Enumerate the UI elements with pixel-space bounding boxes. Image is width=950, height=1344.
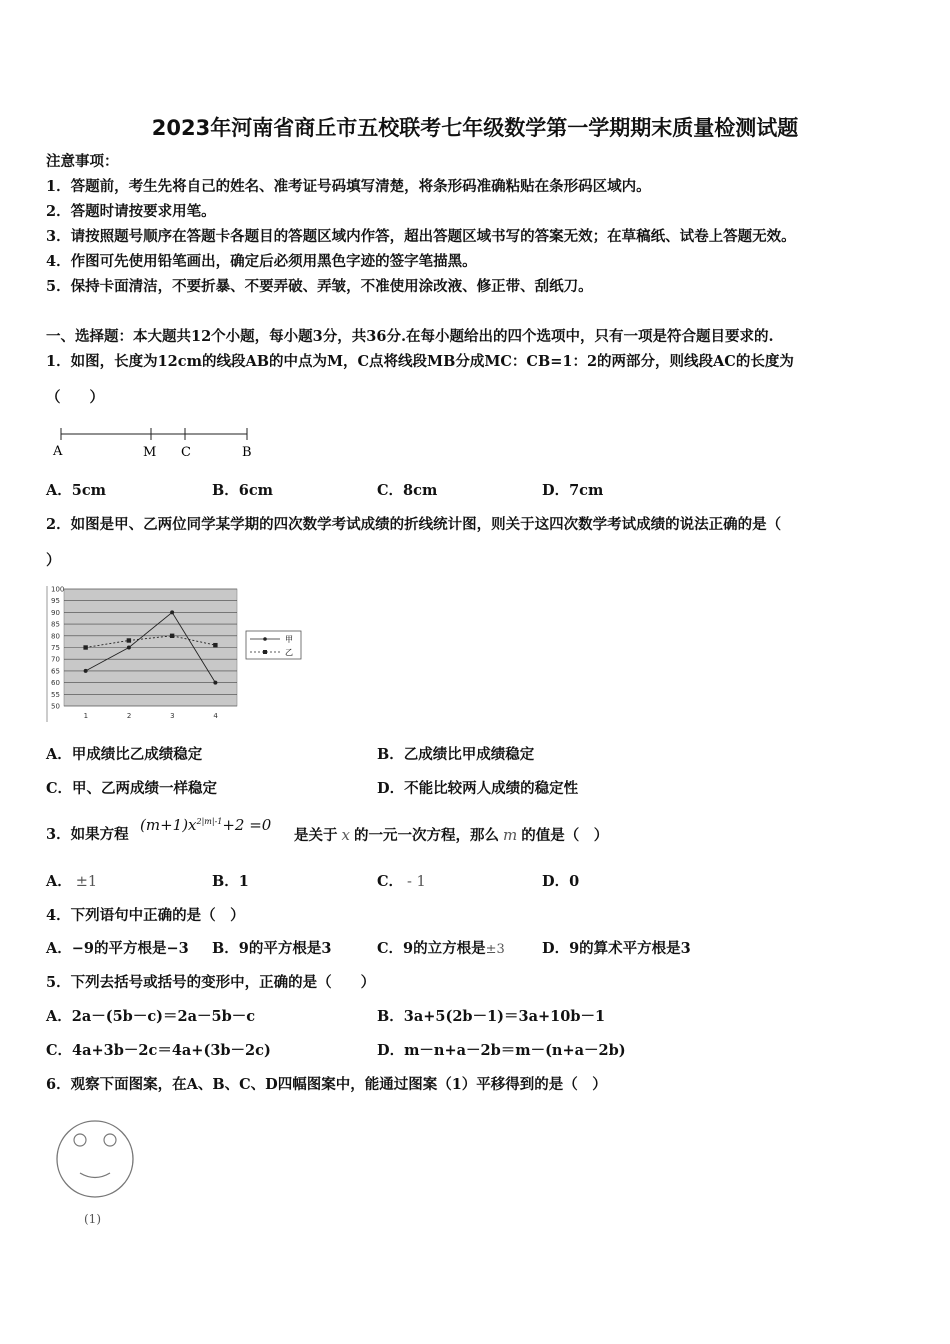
q3-option-c-label: C． xyxy=(377,873,404,890)
q6-stem: 6．观察下面图案，在A、B、C、D四幅图案中，能通过图案（1）平移得到的是（ ） xyxy=(46,1076,607,1093)
q5-stem: 5．下列去括号或括号的变形中，正确的是（ ） xyxy=(46,974,376,991)
legend xyxy=(246,631,301,659)
x-tick-label: 1 xyxy=(83,712,89,720)
q2-option-a: A．甲成绩比乙成绩稳定 xyxy=(46,746,203,763)
q3-option-a-value: ±1 xyxy=(75,874,98,890)
notice-item: 4．作图可先使用铅笔画出，确定后必须用黑色字迹的签字笔描黑。 xyxy=(46,253,477,270)
q1-option-d: D．7cm xyxy=(542,482,604,499)
notice-item: 5．保持卡面清洁，不要折暴、不要弄破、弄皱，不准使用涂改液、修正带、刮纸刀。 xyxy=(46,278,593,295)
q4-stem: 4．下列语句中正确的是（ ） xyxy=(46,907,245,924)
q1-segment-figure xyxy=(50,422,265,462)
q1-stem: 1．如图，长度为12cm的线段AB的中点为M，C点将线段MB分成MC：CB=1：2的两部分，则线段AC的长度为 xyxy=(46,353,794,370)
section-heading: 一、选择题：本大题共12个小题，每小题3分，共36分.在每小题给出的四个选项中，只有一项是符合题目要求的. xyxy=(46,328,774,345)
q5-option-d: D．m－n+a－2b＝m－(n+a－2b) xyxy=(377,1042,626,1059)
data-point-yi xyxy=(127,638,131,642)
x-tick-label: 2 xyxy=(126,712,132,720)
y-tick-label: 95 xyxy=(51,597,60,606)
q3-mid2-text: 的一元一次方程，那么 xyxy=(353,827,499,844)
q2-option-c: C．甲、乙两成绩一样稳定 xyxy=(46,780,218,797)
eq-main: (m+1)x xyxy=(140,816,197,834)
q3-option-c-value: - 1 xyxy=(407,874,426,890)
legend-label-jia: 甲 xyxy=(285,635,293,644)
legend-marker-jia xyxy=(263,637,267,641)
y-tick-label: 90 xyxy=(51,608,60,617)
q4-option-a: A．−9的平方根是−3 xyxy=(46,940,189,957)
q1-option-c: C．8cm xyxy=(377,482,438,499)
q3-option-b: B．1 xyxy=(212,873,249,890)
y-tick-label: 100 xyxy=(51,585,65,594)
q1-paren: （ ） xyxy=(46,389,104,406)
left-eye xyxy=(74,1134,86,1146)
x-tick-label: 3 xyxy=(170,712,175,720)
legend-label-yi: 乙 xyxy=(285,648,293,657)
right-eye xyxy=(104,1134,116,1146)
y-tick-label: 60 xyxy=(51,679,60,688)
legend-marker-yi xyxy=(263,650,267,654)
y-tick-label: 70 xyxy=(51,655,60,664)
q5-option-b: B．3a+5(2b－1)＝3a+10b－1 xyxy=(377,1008,606,1025)
data-point-jia xyxy=(127,646,131,650)
q2-paren: ） xyxy=(46,552,61,569)
y-tick-label: 80 xyxy=(51,632,60,641)
notice-item: 1．答题前，考生先将自己的姓名、准考证号码填写清楚，将条形码准确粘贴在条形码区域内。 xyxy=(46,178,651,195)
q3-var-x: x xyxy=(341,826,350,844)
eq-tail: +2 =0 xyxy=(222,816,272,834)
eq-exponent: 2|m|-1 xyxy=(196,817,223,826)
y-tick-label: 65 xyxy=(51,667,60,676)
q3-option-a xyxy=(46,873,97,891)
q1-option-b: B．6cm xyxy=(212,482,274,499)
y-tick-label: 55 xyxy=(51,690,60,699)
smiley-face-figure xyxy=(52,1116,140,1206)
q4-option-c-value: ±3 xyxy=(485,942,505,957)
point-label-m: M xyxy=(143,445,157,460)
q4-option-c xyxy=(377,940,505,959)
q3-option-a-label: A． xyxy=(46,873,72,890)
notice-item: 3．请按照题号顺序在答题卡各题目的答题区域内作答，超出答题区域书写的答案无效；在草稿纸、试卷上答题无效。 xyxy=(46,228,796,245)
q3-suffix: 的值是（ ） xyxy=(521,827,609,844)
q1-option-a: A．5cm xyxy=(46,482,107,499)
q2-stem: 2．如图是甲、乙两位同学某学期的四次数学考试成绩的折线统计图，则关于这四次数学考试成绩的说法正确的是（ xyxy=(46,516,782,533)
figure-label: (1) xyxy=(84,1212,101,1226)
data-point-yi xyxy=(213,643,217,647)
q2-option-d: D．不能比较两人成绩的稳定性 xyxy=(377,780,579,797)
mouth xyxy=(80,1173,110,1178)
q3-equation xyxy=(140,816,271,834)
q3-option-c xyxy=(377,873,426,891)
y-tick-label: 85 xyxy=(51,620,60,629)
data-point-jia xyxy=(213,681,217,685)
data-point-yi xyxy=(170,634,174,638)
x-tick-label: 4 xyxy=(213,712,218,720)
q5-option-c: C．4a+3b－2c＝4a+(3b－2c) xyxy=(46,1042,271,1059)
q5-option-a: A．2a－(5b－c)＝2a－5b－c xyxy=(46,1008,256,1025)
q4-option-c-text: C．9的立方根是 xyxy=(377,940,486,957)
q2-line-chart xyxy=(44,584,306,724)
page-title: 2023年河南省商丘市五校联考七年级数学第一学期期末质量检测试题 xyxy=(151,116,799,140)
point-label-c: C xyxy=(181,445,191,460)
point-label-a: A xyxy=(53,444,63,459)
q3-mid-text: 是关于 xyxy=(294,827,338,844)
y-tick-label: 75 xyxy=(51,644,60,652)
q4-option-b: B．9的平方根是3 xyxy=(212,940,332,957)
q3-prefix: 3．如果方程 xyxy=(46,826,129,843)
data-point-yi xyxy=(83,645,87,649)
notice-heading: 注意事项： xyxy=(46,153,119,170)
q2-option-b: B．乙成绩比甲成绩稳定 xyxy=(377,746,535,763)
q4-option-d: D．9的算术平方根是3 xyxy=(542,940,691,957)
y-tick-label: 50 xyxy=(51,702,60,711)
data-point-jia xyxy=(170,610,174,614)
data-point-jia xyxy=(84,669,88,673)
q3-option-d: D．0 xyxy=(542,873,580,890)
q3-var-m: m xyxy=(502,826,518,844)
face-outline xyxy=(57,1121,133,1197)
q3-mid xyxy=(294,826,608,845)
point-label-b: B xyxy=(242,445,252,460)
notice-item: 2．答题时请按要求用笔。 xyxy=(46,203,216,220)
